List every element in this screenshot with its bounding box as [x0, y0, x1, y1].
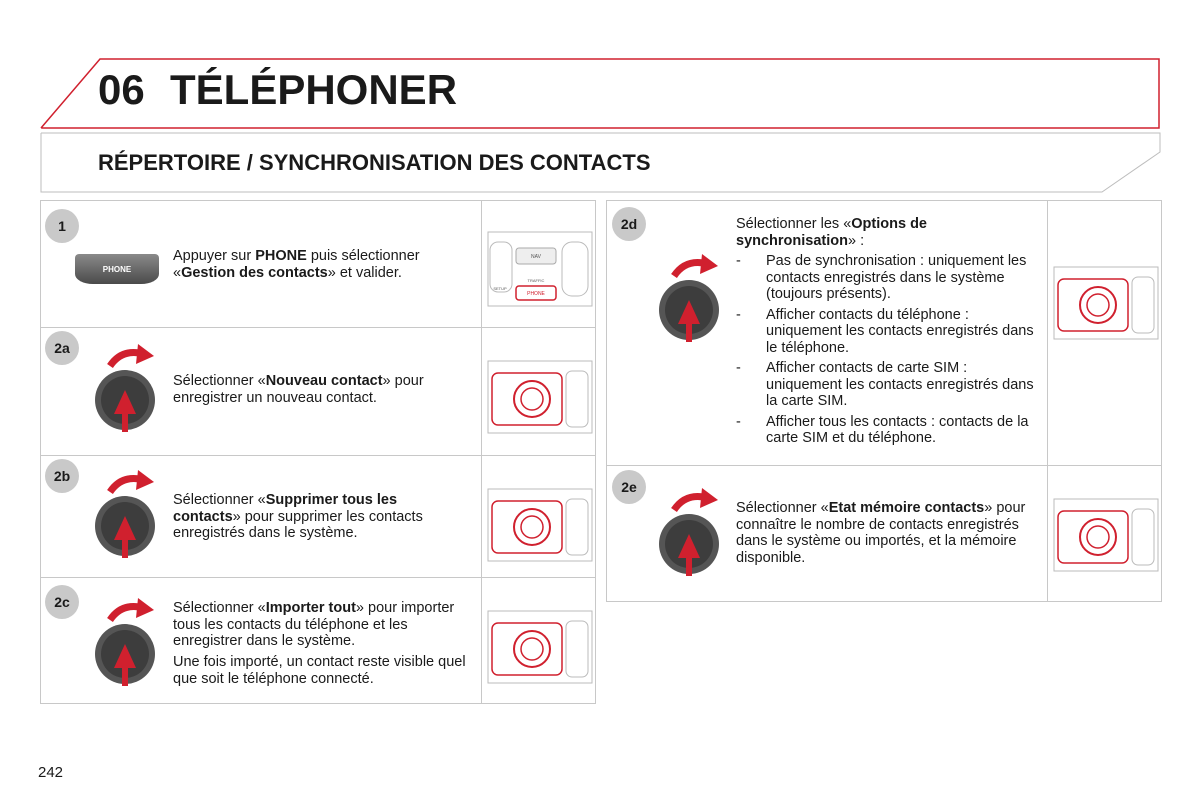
rotary-knob-icon: [92, 342, 158, 432]
step-badge: 2a: [45, 331, 79, 365]
step-2d-text: Sélectionner les «Options de synchronisation» :: [736, 216, 927, 249]
rotary-knob-icon: [656, 252, 722, 342]
radio-knob-panel-illustration: [1050, 258, 1160, 348]
step-2b-text: Sélectionner «Supprimer tous les contacts» pour supprimer les contacts enregistrés dans le système.: [173, 492, 423, 541]
rotary-knob-icon: [92, 596, 158, 686]
phone-button: PHONE: [75, 254, 159, 284]
step-2a-text: Sélectionner «Nouveau contact» pour enregistrer un nouveau contact.: [173, 373, 424, 406]
list-item: - Afficher contacts de carte SIM : uniquement les contacts enregistrés dans la carte SIM.: [736, 360, 1036, 410]
chapter-number: 06: [98, 66, 145, 113]
traffic-label: TRAFFIC: [527, 278, 545, 283]
step-badge: 2d: [612, 207, 646, 241]
sync-options-list: [736, 253, 1036, 451]
setup-label: SETUP: [493, 286, 507, 291]
chapter-title: TÉLÉPHONER: [170, 66, 458, 113]
step-badge: 1: [45, 209, 79, 243]
step-badge: 2e: [612, 470, 646, 504]
radio-knob-panel-illustration: [484, 602, 594, 692]
radio-knob-panel-illustration: [484, 352, 594, 442]
page-number: 242: [38, 764, 64, 781]
step-badge: 2b: [45, 459, 79, 493]
rotary-knob-icon: [656, 486, 722, 576]
nav-label: NAV: [531, 254, 541, 260]
radio-knob-panel-illustration: [484, 480, 594, 570]
radio-phone-panel-illustration: [484, 230, 594, 320]
phone-label: PHONE: [527, 291, 545, 297]
step-1-text: Appuyer sur PHONE puis sélectionner «Gestion des contacts» et valider.: [173, 248, 420, 281]
rotary-knob-icon: [92, 468, 158, 558]
step-2c-text: Sélectionner «Importer tout» pour importer tous les contacts du téléphone et les enregistrer dans le système.: [173, 600, 455, 649]
list-item: - Afficher tous les contacts : contacts de la carte SIM et du téléphone.: [736, 414, 1036, 447]
section-title: RÉPERTOIRE / SYNCHRONISATION DES CONTACTS: [98, 150, 651, 175]
step-2c-note: Une fois importé, un contact reste visible quel que soit le téléphone connecté.: [173, 654, 466, 687]
list-item: - Afficher contacts du téléphone : uniquement les contacts enregistrés dans le téléphone.: [736, 307, 1036, 357]
step-badge: 2c: [45, 585, 79, 619]
radio-knob-panel-illustration: [1050, 490, 1160, 580]
list-item: - Pas de synchronisation : uniquement les contacts enregistrés dans le système (toujours présents).: [736, 253, 1036, 303]
step-2e-text: Sélectionner «Etat mémoire contacts» pour connaître le nombre de contacts enregistrés dans le système ou importés, et la mémoire disponible.: [736, 500, 1026, 566]
